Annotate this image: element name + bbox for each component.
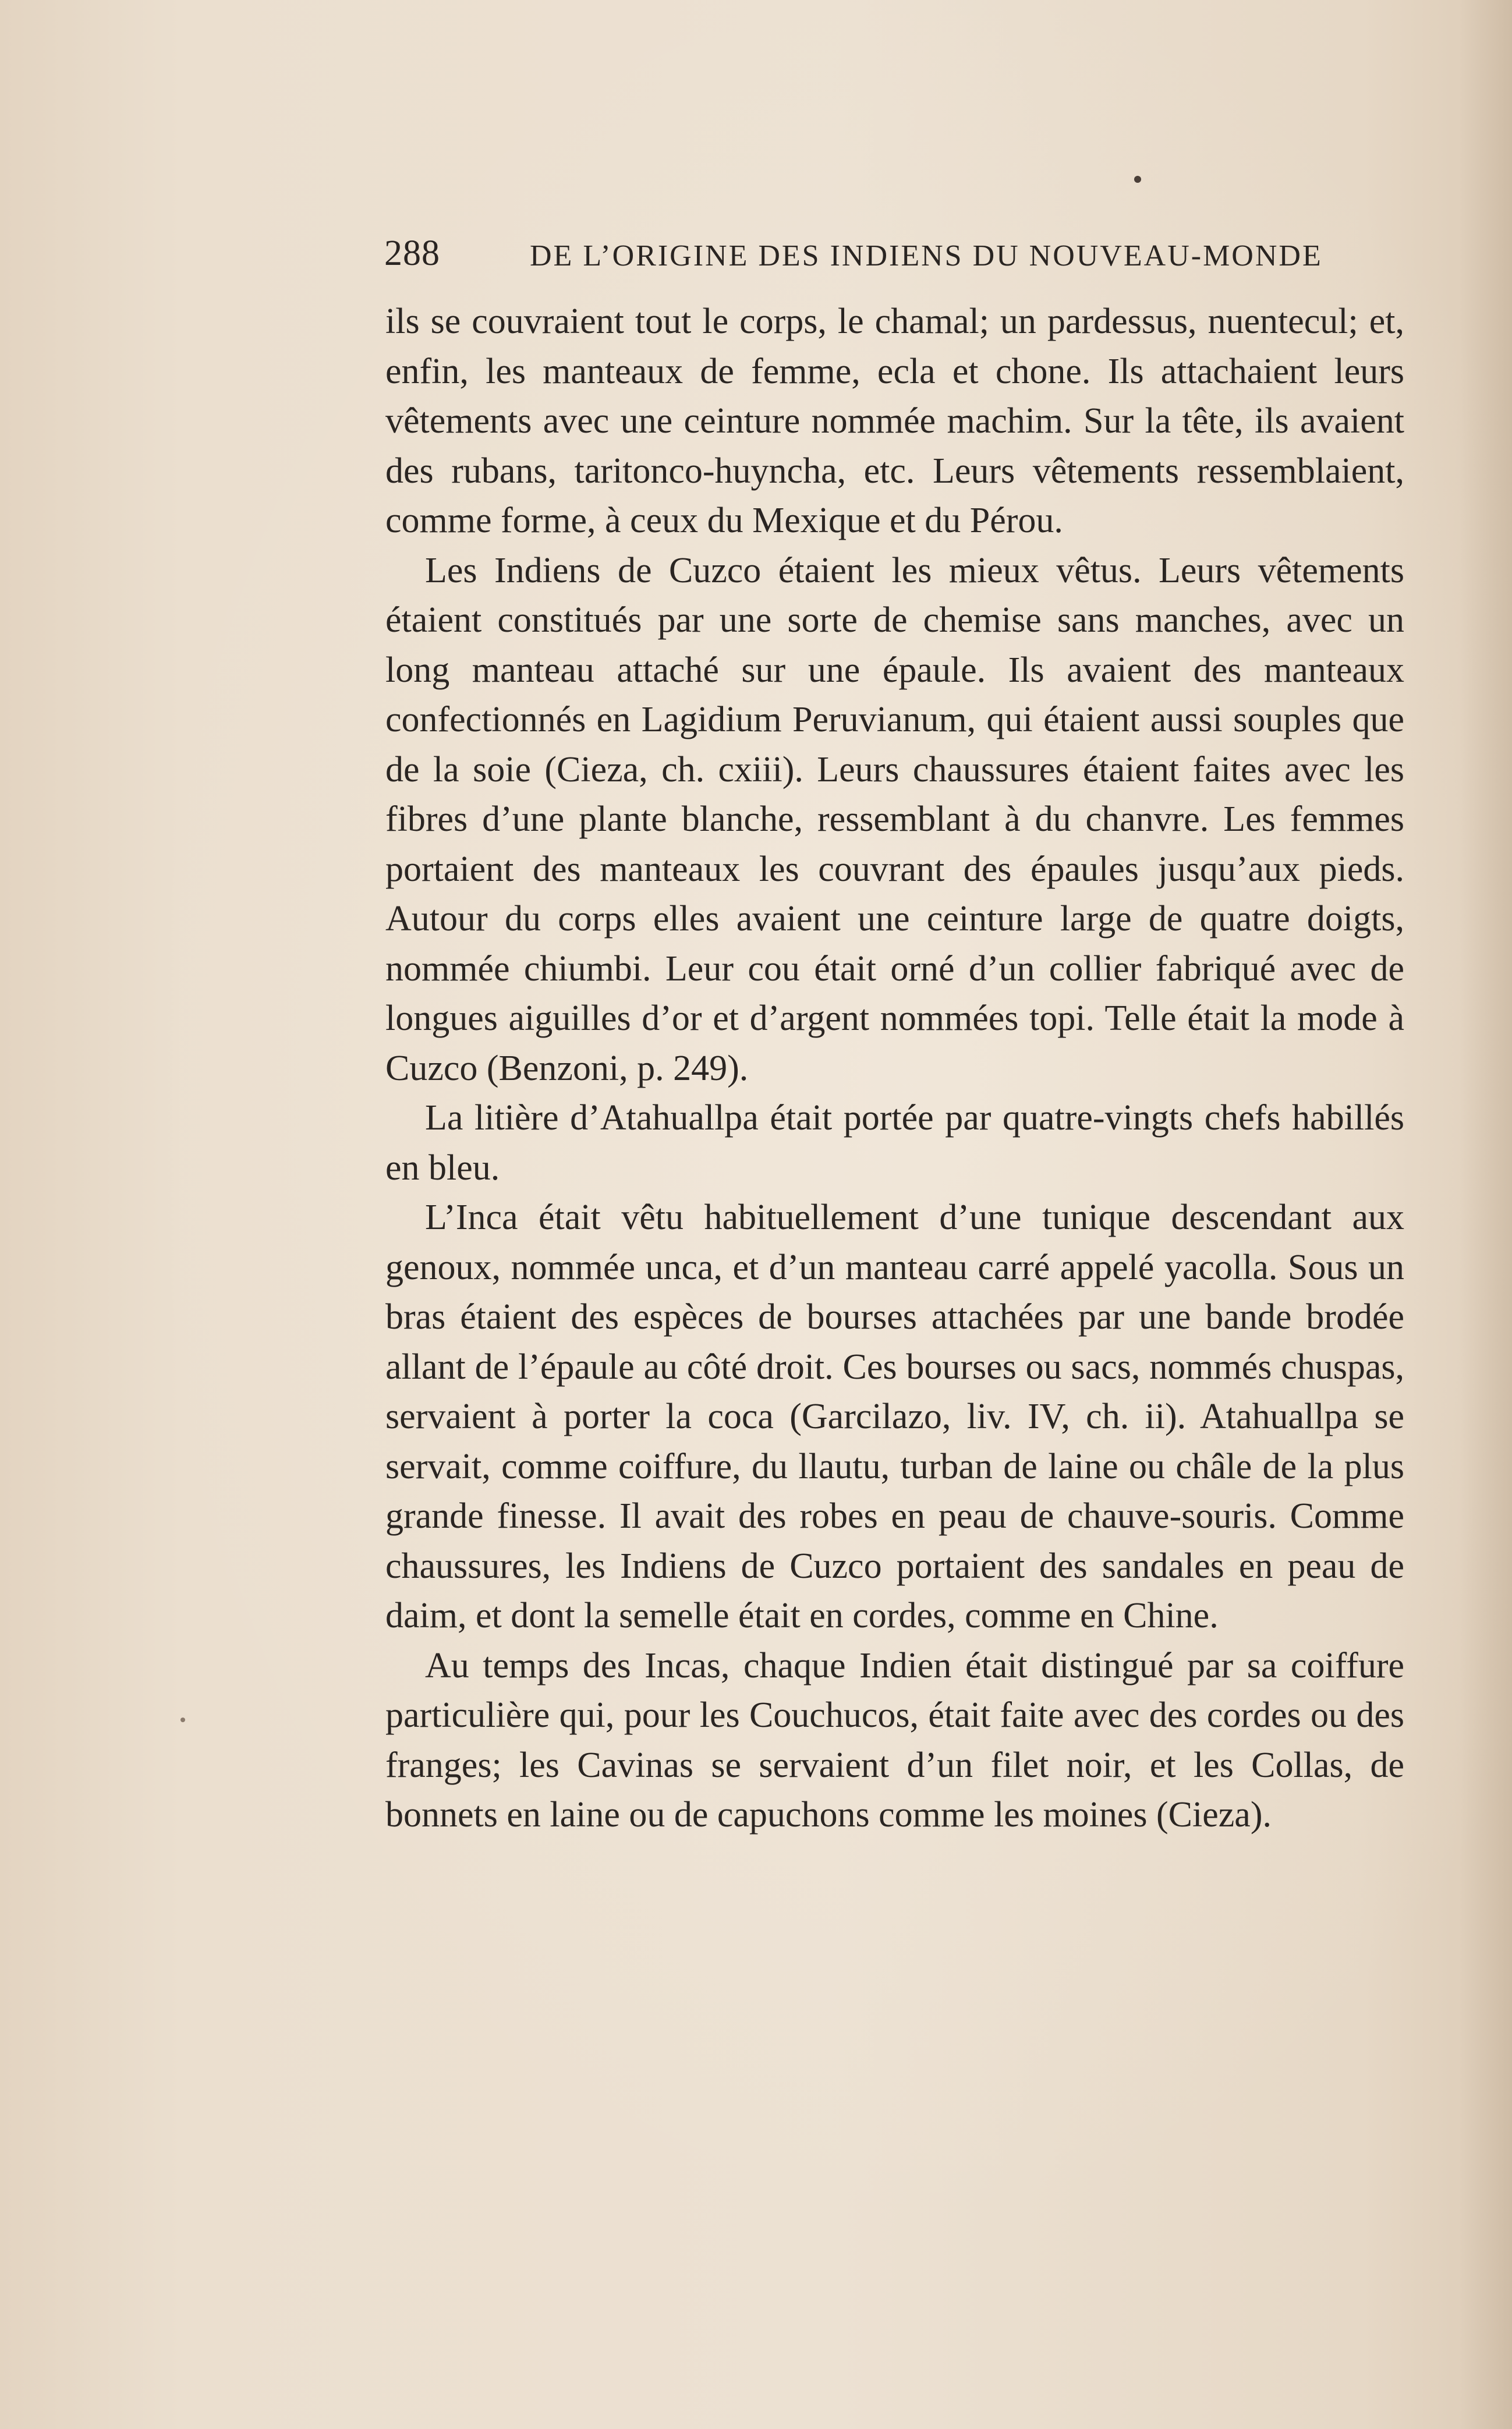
page-edge-shadow <box>1460 0 1512 2429</box>
ink-speck <box>1134 176 1141 183</box>
page-number: 288 <box>384 233 440 273</box>
page-header <box>384 233 1323 279</box>
paragraph-5: Au temps des Incas, chaque Indien était distingué par sa coiffure particulière qui, pour les Couchucos, était faite avec des cordes ou des franges; les Cavinas se servaient d’un filet noir, et les Collas, de bonnets en laine ou de capuchons comme les moines (Cieza). <box>385 1645 1404 1835</box>
running-title: DE L’ORIGINE DES INDIENS DU NOUVEAU-MONDE <box>530 239 1323 272</box>
paragraph-3: La litière d’Atahuallpa était portée par quatre-vingts chefs habillés en bleu. <box>385 1098 1404 1188</box>
body-text <box>385 297 1404 1840</box>
paragraph-4: L’Inca était vêtu habituellement d’une tunique descendant aux genoux, nommée unca, et d’un manteau carré appelé yacolla. Sous un bras étaient des espèces de bourses attachées par une bande brodée allant de l’épaule au côté droit. Ces bourses ou sacs, nommés chuspas, servaient à porter la coca (Garcilazo, liv. IV, ch. ii). Atahuallpa se servait, comme coiffure, du llautu, turban de laine ou châle de la plus grande finesse. Il avait des robes en peau de chauve-souris. Comme chaussures, les Indiens de Cuzco portaient des sandales en peau de daim, et dont la semelle était en cordes, comme en Chine. <box>385 1198 1404 1635</box>
paragraph-1: ils se couvraient tout le corps, le chamal; un pardessus, nuentecul; et, enfin, les manteaux de femme, ecla et chone. Ils attachaient leurs vêtements avec une ceinture nommée machim. Sur la tête, ils avaient des rubans, taritonco-huyncha, etc. Leurs vêtements ressemblaient, comme forme, à ceux du Mexique et du Pérou. <box>385 302 1404 540</box>
ink-speck <box>180 1718 185 1722</box>
paragraph-2: Les Indiens de Cuzco étaient les mieux vêtus. Leurs vêtements étaient constitués par une sorte de chemise sans manches, avec un long manteau attaché sur une épaule. Ils avaient des manteaux confectionnés en Lagidium Peruvianum, qui étaient aussi souples que de la soie (Cieza, ch. cxiii). Leurs chaussures étaient faites avec les fibres d’une plante blanche, ressemblant à du chanvre. Les femmes portaient des manteaux les couvrant des épaules jusqu’aux pieds. Autour du corps elles avaient une ceinture large de quatre doigts, nommée chiumbi. Leur cou était orné d’un collier fabriqué avec de longues aiguilles d’or et d’argent nommées topi. Telle était la mode à Cuzco (Benzoni, p. 249). <box>385 550 1404 1088</box>
